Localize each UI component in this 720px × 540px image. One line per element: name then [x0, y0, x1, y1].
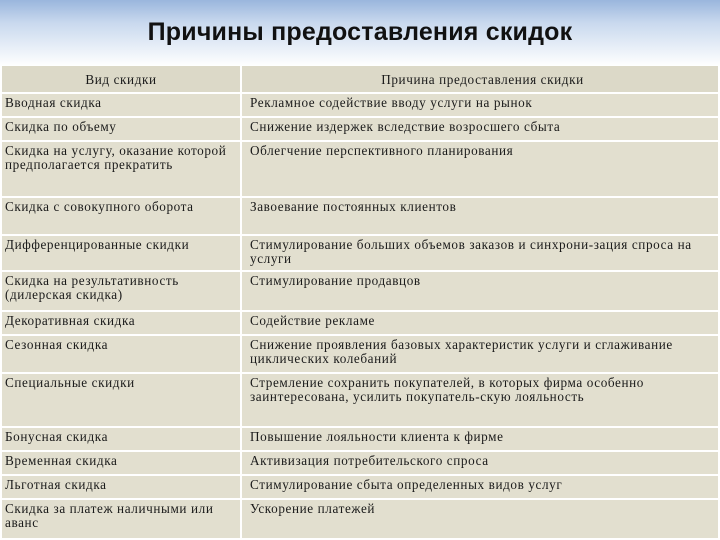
discount-type-cell: Сезонная скидка [2, 336, 242, 374]
reason-cell: Активизация потребительского спроса [242, 452, 718, 476]
discount-type-cell: Вводная скидка [2, 94, 242, 118]
discount-type-cell: Бонусная скидка [2, 428, 242, 452]
reason-cell: Повышение лояльности клиента к фирме [242, 428, 718, 452]
column-header-reason: Причина предоставления скидки [242, 66, 718, 94]
discount-table-grid [2, 66, 718, 540]
reason-cell: Стимулирование больших объемов заказов и синхрони-зация спроса на услуги [242, 236, 718, 272]
discount-table [2, 66, 718, 540]
reason-cell: Облегчение перспективного планирования [242, 142, 718, 198]
discount-type-cell: Скидка с совокупного оборота [2, 198, 242, 236]
discount-type-cell: Дифференцированные скидки [2, 236, 242, 272]
slide-title: Причины предоставления скидок [147, 18, 573, 46]
discount-type-cell: Скидка на результативность (дилерская скидка) [2, 272, 242, 312]
reason-cell: Стремление сохранить покупателей, в которых фирма особенно заинтересована, усилить покупатель-скую лояльность [242, 374, 718, 428]
column-header-discount-type: Вид скидки [2, 66, 242, 94]
discount-type-cell: Скидка за платеж наличными или аванс [2, 500, 242, 540]
reason-cell: Снижение издержек вследствие возросшего сбыта [242, 118, 718, 142]
reason-cell: Завоевание постоянных клиентов [242, 198, 718, 236]
discount-type-cell: Декоративная скидка [2, 312, 242, 336]
reason-cell: Стимулирование продавцов [242, 272, 718, 312]
reason-cell: Рекламное содействие вводу услуги на рынок [242, 94, 718, 118]
reason-cell: Ускорение платежей [242, 500, 718, 540]
reason-cell: Снижение проявления базовых характеристик услуги и сглаживание циклических колебаний [242, 336, 718, 374]
discount-type-cell: Льготная скидка [2, 476, 242, 500]
reason-cell: Стимулирование сбыта определенных видов услуг [242, 476, 718, 500]
discount-type-cell: Скидка по объему [2, 118, 242, 142]
discount-type-cell: Скидка на услугу, оказание которой предполагается прекратить [2, 142, 242, 198]
discount-type-cell: Специальные скидки [2, 374, 242, 428]
reason-cell: Содействие рекламе [242, 312, 718, 336]
discount-type-cell: Временная скидка [2, 452, 242, 476]
